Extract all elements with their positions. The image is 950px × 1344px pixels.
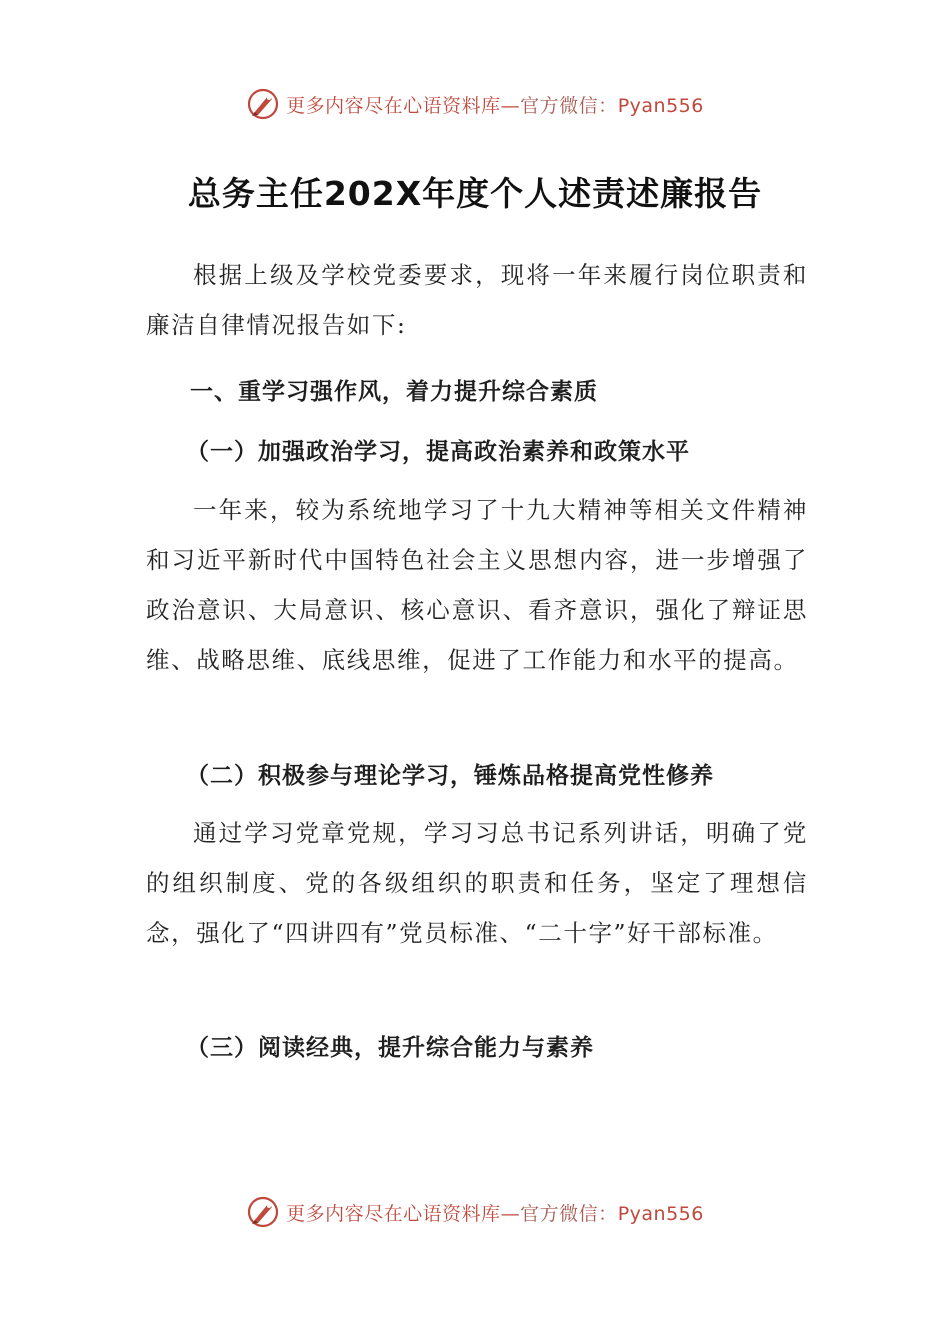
document-title: 总务主任202X年度个人述责述廉报告	[187, 174, 763, 213]
footer-banner	[0, 1192, 950, 1232]
wechat-label: 官方微信：	[520, 94, 618, 117]
subsection-heading-2: （二）积极参与理论学习，锤炼品格提高党性修养	[186, 763, 714, 789]
wechat-id: Pyan556	[617, 1202, 704, 1225]
subsection-body-1: 一年来，较为系统地学习了十九大精神等相关文件精神和习近平新时代中国特色社会主义思想内容，进一步增强了政治意识、大局意识、核心意识、看齐意识，强化了辩证思维、战略思维、底线思维，促进了工作能力和水平的提高。	[146, 496, 808, 674]
subsection-heading-3: （三）阅读经典，提升综合能力与素养	[186, 1035, 594, 1061]
header-banner	[0, 84, 950, 124]
banner-text: 更多内容尽在心语资料库—官方微信：Pyan556	[286, 1202, 704, 1225]
pen-nib-logo-icon	[246, 1195, 280, 1229]
banner-text: 更多内容尽在心语资料库—官方微信：Pyan556	[286, 94, 704, 117]
intro-paragraph: 根据上级及学校党委要求，现将一年来履行岗位职责和廉洁自律情况报告如下:	[146, 261, 808, 339]
subsection-body-2: 通过学习党章党规，学习习总书记系列讲话，明确了党的组织制度、党的各级组织的职责和任务，坚定了理想信念，强化了“四讲四有”党员标准、“二十字”好干部标准。	[146, 819, 808, 947]
wechat-id: Pyan556	[617, 94, 704, 117]
section-heading-1: 一、重学习强作风，着力提升综合素质	[190, 379, 598, 405]
pen-nib-logo-icon	[246, 87, 280, 121]
banner-separator: —	[500, 1202, 521, 1225]
wechat-label: 官方微信：	[520, 1202, 618, 1225]
subsection-heading-1: （一）加强政治学习，提高政治素养和政策水平	[186, 439, 690, 465]
banner-separator: —	[500, 94, 521, 117]
